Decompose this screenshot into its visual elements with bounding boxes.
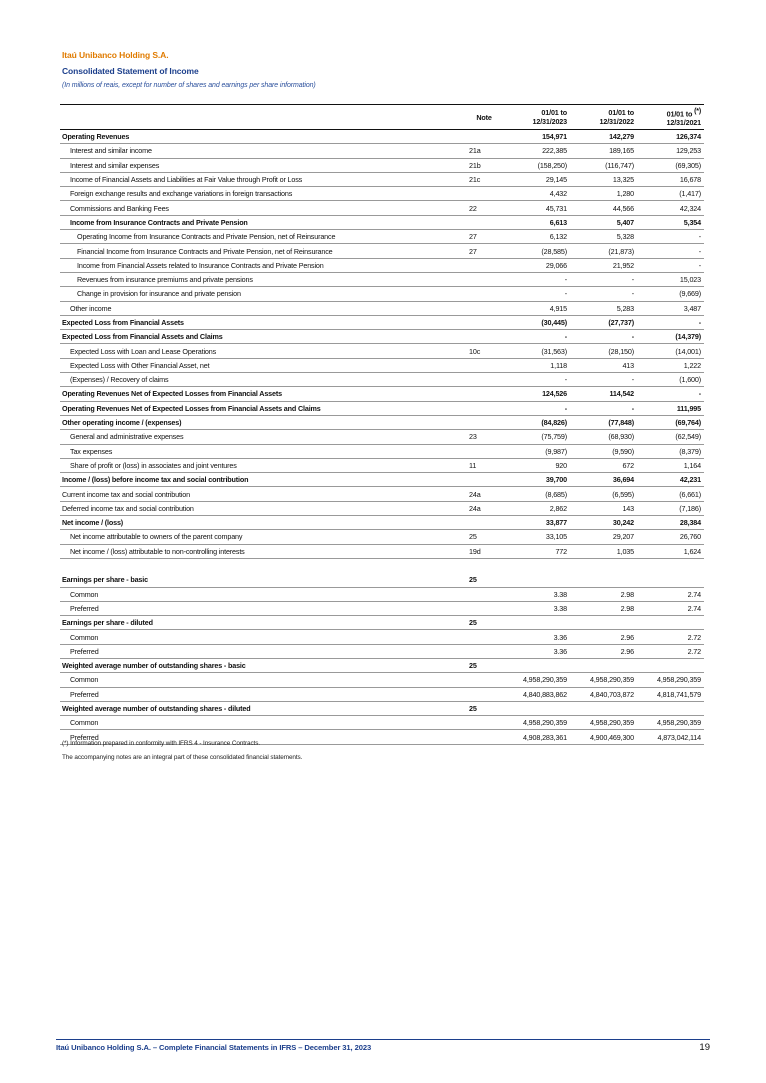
row-label: Earnings per share - basic	[60, 573, 465, 587]
value-2023: 2,862	[503, 501, 570, 515]
row-note	[465, 558, 503, 572]
row-note: 27	[465, 244, 503, 258]
value-2022: (68,930)	[570, 430, 637, 444]
value-2022: 4,840,703,872	[570, 687, 637, 701]
ifrs4-marker: (*)	[694, 107, 701, 115]
table-row	[60, 430, 704, 444]
page-number: 19	[699, 1042, 710, 1053]
row-note	[465, 401, 503, 415]
value-2021: (7,186)	[637, 501, 704, 515]
table-row	[60, 630, 704, 644]
subtotal-row	[60, 387, 704, 401]
period-line2: 12/31/2023	[532, 117, 567, 126]
table-row	[60, 287, 704, 301]
value-2023: (28,585)	[503, 244, 570, 258]
value-2021: 129,253	[637, 144, 704, 158]
row-label: Common	[60, 630, 465, 644]
row-label: Earnings per share - diluted	[60, 616, 465, 630]
row-note	[465, 187, 503, 201]
table-row	[60, 358, 704, 372]
value-2022: (21,873)	[570, 244, 637, 258]
row-note	[465, 473, 503, 487]
value-2021: 1,222	[637, 358, 704, 372]
row-label: Net income / (loss)	[60, 516, 465, 530]
note-column-header: Note	[465, 105, 503, 130]
value-2021: 2.72	[637, 644, 704, 658]
value-2021: (1,417)	[637, 187, 704, 201]
value-2022: -	[570, 330, 637, 344]
value-2022: 44,566	[570, 201, 637, 215]
table-header-row	[60, 105, 704, 130]
row-label: Expected Loss with Loan and Lease Operations	[60, 344, 465, 358]
value-2022: 413	[570, 358, 637, 372]
value-2023: 45,731	[503, 201, 570, 215]
row-label: Operating Income from Insurance Contracts and Private Pension, net of Reinsurance	[60, 230, 465, 244]
row-label: Preferred	[60, 730, 465, 744]
row-note	[465, 516, 503, 530]
row-label: Weighted average number of outstanding shares - basic	[60, 658, 465, 672]
value-2021: (8,379)	[637, 444, 704, 458]
row-label: Income / (loss) before income tax and social contribution	[60, 473, 465, 487]
value-2021: 111,995	[637, 401, 704, 415]
row-note	[465, 315, 503, 329]
statement-rows	[60, 130, 704, 745]
value-2021: 2.74	[637, 601, 704, 615]
page-footer: Itaú Unibanco Holding S.A. – Complete Financial Statements in IFRS – December 31, 2023	[56, 1043, 372, 1052]
table-row	[60, 201, 704, 215]
value-2023: 4,908,283,361	[503, 730, 570, 744]
row-note	[465, 644, 503, 658]
value-2021: 42,231	[637, 473, 704, 487]
table-row	[60, 301, 704, 315]
period-line1: 01/01 to	[666, 109, 693, 119]
row-note: 10c	[465, 344, 503, 358]
value-2022: 29,207	[570, 530, 637, 544]
value-2021: 4,818,741,579	[637, 687, 704, 701]
row-note: 24a	[465, 487, 503, 501]
row-label: Current income tax and social contribution	[60, 487, 465, 501]
subtotal-row	[60, 415, 704, 429]
row-label: General and administrative expenses	[60, 430, 465, 444]
row-label: Common	[60, 673, 465, 687]
subtotal-row	[60, 215, 704, 229]
value-2021: -	[637, 244, 704, 258]
value-2021: (1,600)	[637, 373, 704, 387]
row-label: Change in provision for insurance and private pension	[60, 287, 465, 301]
value-2021: (14,379)	[637, 330, 704, 344]
value-2022	[570, 573, 637, 587]
table-row	[60, 687, 704, 701]
value-2021: (14,001)	[637, 344, 704, 358]
value-2022: 142,279	[570, 130, 637, 144]
value-2023: 222,385	[503, 144, 570, 158]
value-2022: 5,407	[570, 215, 637, 229]
row-note	[465, 444, 503, 458]
row-label: Deferred income tax and social contribution	[60, 501, 465, 515]
value-2021: (62,549)	[637, 430, 704, 444]
row-label: Expected Loss from Financial Assets	[60, 315, 465, 329]
value-2023: -	[503, 401, 570, 415]
row-note	[465, 387, 503, 401]
period-line2: 12/31/2021	[666, 118, 701, 128]
row-note: 25	[465, 530, 503, 544]
company-name: Itaú Unibanco Holding S.A.	[62, 50, 169, 60]
period-column-header	[570, 105, 637, 130]
row-label: Income of Financial Assets and Liabilities at Fair Value through Profit or Loss	[60, 172, 465, 186]
table-row	[60, 258, 704, 272]
value-2023: 33,105	[503, 530, 570, 544]
value-2022: 114,542	[570, 387, 637, 401]
value-2022: 4,958,290,359	[570, 673, 637, 687]
row-note: 25	[465, 701, 503, 715]
value-2023	[503, 616, 570, 630]
table-row	[60, 544, 704, 558]
row-label: Share of profit or (loss) in associates and joint ventures	[60, 458, 465, 472]
subtotal-row	[60, 658, 704, 672]
value-2023: -	[503, 373, 570, 387]
value-2021: 2.74	[637, 587, 704, 601]
value-2023: 4,840,883,862	[503, 687, 570, 701]
value-2022: 21,952	[570, 258, 637, 272]
value-2023: -	[503, 330, 570, 344]
table-row	[60, 487, 704, 501]
row-note: 25	[465, 616, 503, 630]
row-note: 27	[465, 230, 503, 244]
value-2022: 2.98	[570, 601, 637, 615]
table-row	[60, 530, 704, 544]
value-2022: 2.96	[570, 644, 637, 658]
value-2023: (31,563)	[503, 344, 570, 358]
row-label	[60, 558, 465, 572]
value-2022: 5,328	[570, 230, 637, 244]
value-2021: 28,384	[637, 516, 704, 530]
value-2022: 30,242	[570, 516, 637, 530]
value-2023: (84,826)	[503, 415, 570, 429]
value-2023: 3.38	[503, 601, 570, 615]
value-2021: 126,374	[637, 130, 704, 144]
row-label: Operating Revenues Net of Expected Losses from Financial Assets and Claims	[60, 401, 465, 415]
value-2022	[570, 616, 637, 630]
row-label: Net income attributable to owners of the parent company	[60, 530, 465, 544]
table-row	[60, 244, 704, 258]
value-2023: 29,145	[503, 172, 570, 186]
row-note	[465, 258, 503, 272]
table-row	[60, 230, 704, 244]
value-2021: (6,661)	[637, 487, 704, 501]
row-label: Tax expenses	[60, 444, 465, 458]
value-2023	[503, 701, 570, 715]
row-label: Foreign exchange results and exchange variations in foreign transactions	[60, 187, 465, 201]
value-2023: (8,685)	[503, 487, 570, 501]
table-row	[60, 587, 704, 601]
value-2023: 920	[503, 458, 570, 472]
label-column-header	[60, 105, 465, 130]
row-label: Preferred	[60, 687, 465, 701]
subtotal-row	[60, 330, 704, 344]
row-note	[465, 587, 503, 601]
value-2021: (9,669)	[637, 287, 704, 301]
period-column-header	[503, 105, 570, 130]
row-note: 11	[465, 458, 503, 472]
row-note	[465, 673, 503, 687]
table-row	[60, 458, 704, 472]
row-label: Preferred	[60, 644, 465, 658]
subtotal-row	[60, 473, 704, 487]
subtotal-row	[60, 130, 704, 144]
value-2023: (75,759)	[503, 430, 570, 444]
value-2022: 36,694	[570, 473, 637, 487]
value-2021: 1,624	[637, 544, 704, 558]
value-2023: 6,132	[503, 230, 570, 244]
value-2023: 4,958,290,359	[503, 716, 570, 730]
period-column-header	[637, 105, 704, 130]
row-label: Other income	[60, 301, 465, 315]
value-2021: (69,764)	[637, 415, 704, 429]
table-row	[60, 444, 704, 458]
value-2022: 13,325	[570, 172, 637, 186]
row-label: Net income / (loss) attributable to non-controlling interests	[60, 544, 465, 558]
row-note	[465, 373, 503, 387]
row-note	[465, 358, 503, 372]
value-2023: 39,700	[503, 473, 570, 487]
value-2023: 124,526	[503, 387, 570, 401]
row-label: Income from Insurance Contracts and Private Pension	[60, 215, 465, 229]
row-note	[465, 630, 503, 644]
value-2023: 1,118	[503, 358, 570, 372]
row-label: Common	[60, 587, 465, 601]
subtotal-row	[60, 315, 704, 329]
row-note: 21b	[465, 158, 503, 172]
table-row	[60, 373, 704, 387]
row-note	[465, 287, 503, 301]
value-2023: -	[503, 272, 570, 286]
value-2023: 3.36	[503, 644, 570, 658]
value-2023: 4,915	[503, 301, 570, 315]
value-2023: (30,445)	[503, 315, 570, 329]
value-2022: (77,848)	[570, 415, 637, 429]
footnote-ifrs4: (*) Information prepared in conformity with IFRS 4 - Insurance Contracts.	[62, 740, 260, 747]
row-note	[465, 730, 503, 744]
value-2023: 6,613	[503, 215, 570, 229]
row-note: 19d	[465, 544, 503, 558]
value-2021	[637, 658, 704, 672]
value-2022: -	[570, 287, 637, 301]
row-label: Expected Loss from Financial Assets and Claims	[60, 330, 465, 344]
row-note	[465, 330, 503, 344]
row-label: Operating Revenues	[60, 130, 465, 144]
row-note: 23	[465, 430, 503, 444]
value-2022: -	[570, 373, 637, 387]
statement-subtitle: (In millions of reais, except for number of shares and earnings per share information)	[62, 82, 316, 89]
row-note: 25	[465, 658, 503, 672]
row-note: 21a	[465, 144, 503, 158]
period-line1: 01/01 to	[608, 108, 634, 117]
subtotal-row	[60, 616, 704, 630]
value-2022: 4,900,469,300	[570, 730, 637, 744]
value-2023: (158,250)	[503, 158, 570, 172]
value-2023: 33,877	[503, 516, 570, 530]
value-2022: -	[570, 272, 637, 286]
value-2021: 16,678	[637, 172, 704, 186]
value-2021: 15,023	[637, 272, 704, 286]
value-2023: 29,066	[503, 258, 570, 272]
value-2021: 42,324	[637, 201, 704, 215]
value-2021	[637, 616, 704, 630]
row-label: Operating Revenues Net of Expected Losses from Financial Assets	[60, 387, 465, 401]
footnote-integral-part: The accompanying notes are an integral part of these consolidated financial statements.	[62, 754, 303, 761]
value-2022: (27,737)	[570, 315, 637, 329]
value-2021: -	[637, 230, 704, 244]
value-2022: 1,280	[570, 187, 637, 201]
value-2023	[503, 573, 570, 587]
spacer-row	[60, 558, 704, 572]
table-row	[60, 172, 704, 186]
row-note: 21c	[465, 172, 503, 186]
value-2022: (28,150)	[570, 344, 637, 358]
value-2023	[503, 658, 570, 672]
value-2022: (116,747)	[570, 158, 637, 172]
value-2022: 143	[570, 501, 637, 515]
row-label: Preferred	[60, 601, 465, 615]
value-2021: (69,305)	[637, 158, 704, 172]
row-label: Other operating income / (expenses)	[60, 415, 465, 429]
subtotal-row	[60, 573, 704, 587]
row-note: 22	[465, 201, 503, 215]
row-label: Weighted average number of outstanding shares - diluted	[60, 701, 465, 715]
table-row	[60, 644, 704, 658]
row-label: Expected Loss with Other Financial Asset, net	[60, 358, 465, 372]
row-note	[465, 601, 503, 615]
row-note	[465, 301, 503, 315]
value-2021: 4,873,042,114	[637, 730, 704, 744]
value-2021	[637, 558, 704, 572]
value-2022: 2.96	[570, 630, 637, 644]
row-note	[465, 130, 503, 144]
subtotal-row	[60, 401, 704, 415]
period-line2: 12/31/2022	[599, 117, 634, 126]
value-2022: 1,035	[570, 544, 637, 558]
value-2022: (9,590)	[570, 444, 637, 458]
value-2022: 4,958,290,359	[570, 716, 637, 730]
value-2021: -	[637, 387, 704, 401]
value-2022: -	[570, 401, 637, 415]
row-label: Income from Financial Assets related to Insurance Contracts and Private Pension	[60, 258, 465, 272]
value-2022: (6,595)	[570, 487, 637, 501]
value-2023: -	[503, 287, 570, 301]
income-statement-table	[60, 104, 704, 745]
page-header	[62, 50, 316, 89]
row-note: 24a	[465, 501, 503, 515]
table-row	[60, 144, 704, 158]
subtotal-row	[60, 701, 704, 715]
value-2021: 3,487	[637, 301, 704, 315]
period-line1: 01/01 to	[541, 108, 567, 117]
row-note	[465, 687, 503, 701]
value-2022	[570, 558, 637, 572]
row-label: Common	[60, 716, 465, 730]
row-label: Revenues from insurance premiums and private pensions	[60, 272, 465, 286]
value-2021	[637, 573, 704, 587]
value-2023: 3.38	[503, 587, 570, 601]
row-note	[465, 215, 503, 229]
value-2022	[570, 701, 637, 715]
value-2021	[637, 701, 704, 715]
value-2022	[570, 658, 637, 672]
value-2023: 772	[503, 544, 570, 558]
statement-title: Consolidated Statement of Income	[62, 66, 199, 76]
value-2023: 4,432	[503, 187, 570, 201]
subtotal-row	[60, 516, 704, 530]
value-2023: (9,987)	[503, 444, 570, 458]
value-2021: 2.72	[637, 630, 704, 644]
value-2021: 4,958,290,359	[637, 673, 704, 687]
value-2021: 4,958,290,359	[637, 716, 704, 730]
row-note	[465, 415, 503, 429]
value-2022: 5,283	[570, 301, 637, 315]
value-2023	[503, 558, 570, 572]
value-2021: 5,354	[637, 215, 704, 229]
value-2022: 2.98	[570, 587, 637, 601]
row-label: Financial Income from Insurance Contracts and Private Pension, net of Reinsurance	[60, 244, 465, 258]
row-label: (Expenses) / Recovery of claims	[60, 373, 465, 387]
value-2022: 189,165	[570, 144, 637, 158]
value-2023: 154,971	[503, 130, 570, 144]
row-label: Interest and similar expenses	[60, 158, 465, 172]
table-row	[60, 716, 704, 730]
row-label: Commissions and Banking Fees	[60, 201, 465, 215]
table-row	[60, 501, 704, 515]
value-2023: 4,958,290,359	[503, 673, 570, 687]
table-row	[60, 158, 704, 172]
table-row	[60, 673, 704, 687]
value-2021: -	[637, 258, 704, 272]
value-2023: 3.36	[503, 630, 570, 644]
table-row	[60, 344, 704, 358]
table-row	[60, 187, 704, 201]
value-2021: -	[637, 315, 704, 329]
table-row	[60, 272, 704, 286]
row-label: Interest and similar income	[60, 144, 465, 158]
footer-divider	[56, 1039, 710, 1040]
table-row	[60, 601, 704, 615]
value-2021: 26,760	[637, 530, 704, 544]
value-2021: 1,164	[637, 458, 704, 472]
row-note: 25	[465, 573, 503, 587]
value-2022: 672	[570, 458, 637, 472]
row-note	[465, 272, 503, 286]
row-note	[465, 716, 503, 730]
